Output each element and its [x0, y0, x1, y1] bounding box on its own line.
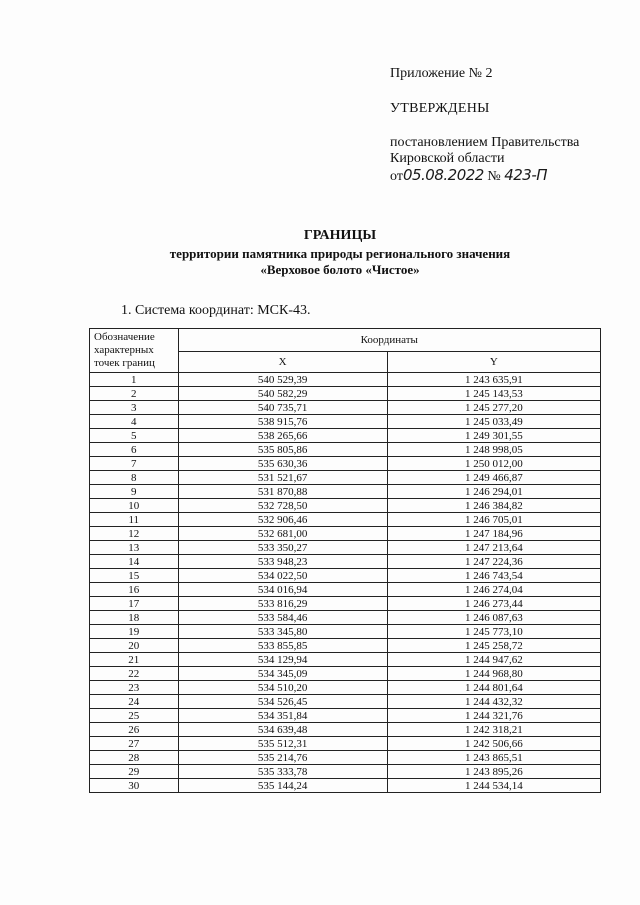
table-row	[90, 415, 601, 429]
x-coordinate: 533 350,27	[178, 541, 387, 555]
x-coordinate: 538 915,76	[178, 415, 387, 429]
table-row	[90, 681, 601, 695]
x-coordinate: 533 855,85	[178, 639, 387, 653]
y-coordinate: 1 242 506,66	[387, 737, 600, 751]
y-coordinate: 1 245 033,49	[387, 415, 600, 429]
y-coordinate: 1 245 277,20	[387, 401, 600, 415]
y-coordinate: 1 245 143,53	[387, 387, 600, 401]
table-row	[90, 653, 601, 667]
x-coordinate: 534 129,94	[178, 653, 387, 667]
y-coordinate: 1 246 384,82	[387, 499, 600, 513]
number-prefix: №	[487, 169, 501, 184]
y-coordinate: 1 249 301,55	[387, 429, 600, 443]
table-row	[90, 513, 601, 527]
x-coordinate: 531 521,67	[178, 471, 387, 485]
y-coordinate: 1 246 087,63	[387, 611, 600, 625]
point-number: 24	[90, 695, 179, 709]
point-number: 25	[90, 709, 179, 723]
decree-text	[390, 135, 630, 185]
coordinate-system-heading: 1. Система координат: МСК-43.	[121, 303, 311, 318]
table-row	[90, 709, 601, 723]
table-row	[90, 499, 601, 513]
x-coordinate: 531 870,88	[178, 485, 387, 499]
point-number: 26	[90, 723, 179, 737]
point-number: 9	[90, 485, 179, 499]
table-row	[90, 611, 601, 625]
handwritten-date: 05.08.2022	[402, 166, 484, 184]
y-coordinate: 1 246 274,04	[387, 583, 600, 597]
point-number: 18	[90, 611, 179, 625]
y-coordinate: 1 244 432,32	[387, 695, 600, 709]
x-coordinate: 532 906,46	[178, 513, 387, 527]
point-number: 19	[90, 625, 179, 639]
point-number: 28	[90, 751, 179, 765]
y-coordinate: 1 243 635,91	[387, 373, 600, 387]
point-number: 3	[90, 401, 179, 415]
point-label-header: Обозначение характерных точек границ	[90, 329, 179, 373]
x-coordinate: 532 728,50	[178, 499, 387, 513]
table-row	[90, 569, 601, 583]
y-coordinate: 1 245 258,72	[387, 639, 600, 653]
y-coordinate: 1 242 318,21	[387, 723, 600, 737]
y-coordinate: 1 244 534,14	[387, 779, 600, 793]
decree-line-2: Кировской области	[390, 151, 505, 166]
x-coordinate: 538 265,66	[178, 429, 387, 443]
table-row	[90, 471, 601, 485]
table-row	[90, 765, 601, 779]
x-coordinate: 535 214,76	[178, 751, 387, 765]
y-coordinate: 1 245 773,10	[387, 625, 600, 639]
table-row	[90, 541, 601, 555]
point-number: 30	[90, 779, 179, 793]
coordinates-body	[90, 373, 601, 793]
table-row	[90, 401, 601, 415]
table-row	[90, 625, 601, 639]
table-row	[90, 373, 601, 387]
point-number: 8	[90, 471, 179, 485]
point-number: 4	[90, 415, 179, 429]
point-number: 14	[90, 555, 179, 569]
y-coordinate: 1 247 224,36	[387, 555, 600, 569]
y-coordinate: 1 248 998,05	[387, 443, 600, 457]
handwritten-number: 423-П	[504, 166, 548, 184]
table-row	[90, 695, 601, 709]
x-coordinate: 532 681,00	[178, 527, 387, 541]
x-coordinate: 534 639,48	[178, 723, 387, 737]
x-coordinate: 535 144,24	[178, 779, 387, 793]
table-row	[90, 737, 601, 751]
coordinates-header: Координаты	[178, 329, 600, 352]
date-prefix: от	[390, 169, 403, 184]
x-coordinate: 540 735,71	[178, 401, 387, 415]
x-coordinate: 534 016,94	[178, 583, 387, 597]
approved-label: УТВЕРЖДЕНЫ	[390, 101, 490, 116]
y-coordinate: 1 244 321,76	[387, 709, 600, 723]
x-coordinate: 540 529,39	[178, 373, 387, 387]
point-number: 5	[90, 429, 179, 443]
x-coordinate: 533 584,46	[178, 611, 387, 625]
table-row	[90, 387, 601, 401]
x-coordinate: 534 526,45	[178, 695, 387, 709]
y-coordinate: 1 249 466,87	[387, 471, 600, 485]
x-coordinate: 540 582,29	[178, 387, 387, 401]
point-number: 21	[90, 653, 179, 667]
x-coordinate: 535 333,78	[178, 765, 387, 779]
decree-line-1: постановлением Правительства	[390, 135, 580, 150]
y-coordinate: 1 243 865,51	[387, 751, 600, 765]
x-coordinate: 534 345,09	[178, 667, 387, 681]
point-number: 13	[90, 541, 179, 555]
point-number: 2	[90, 387, 179, 401]
x-coordinate: 533 948,23	[178, 555, 387, 569]
point-number: 1	[90, 373, 179, 387]
table-row	[90, 555, 601, 569]
x-coordinate: 533 345,80	[178, 625, 387, 639]
table-row	[90, 457, 601, 471]
y-coordinate: 1 244 947,62	[387, 653, 600, 667]
y-coordinate: 1 246 705,01	[387, 513, 600, 527]
point-number: 20	[90, 639, 179, 653]
table-row	[90, 723, 601, 737]
document-subtitle	[60, 246, 620, 278]
x-header: X	[178, 352, 387, 373]
point-number: 15	[90, 569, 179, 583]
point-number: 12	[90, 527, 179, 541]
x-coordinate: 535 512,31	[178, 737, 387, 751]
y-coordinate: 1 247 213,64	[387, 541, 600, 555]
point-number: 17	[90, 597, 179, 611]
subtitle-line-1: территории памятника природы регионального значения	[169, 246, 511, 261]
appendix-label: Приложение № 2	[390, 66, 493, 81]
x-coordinate: 534 022,50	[178, 569, 387, 583]
table-row	[90, 527, 601, 541]
table-row	[90, 485, 601, 499]
x-coordinate: 534 510,20	[178, 681, 387, 695]
document-title: ГРАНИЦЫ	[303, 228, 377, 243]
x-coordinate: 533 816,29	[178, 597, 387, 611]
point-number: 22	[90, 667, 179, 681]
point-number: 10	[90, 499, 179, 513]
subtitle-line-2: «Верховое болото «Чистое»	[260, 262, 420, 277]
point-number: 23	[90, 681, 179, 695]
point-number: 7	[90, 457, 179, 471]
approval-header	[390, 66, 630, 185]
y-coordinate: 1 244 801,64	[387, 681, 600, 695]
y-coordinate: 1 246 273,44	[387, 597, 600, 611]
y-coordinate: 1 247 184,96	[387, 527, 600, 541]
x-coordinate: 535 805,86	[178, 443, 387, 457]
point-number: 16	[90, 583, 179, 597]
table-row	[90, 597, 601, 611]
table-row	[90, 429, 601, 443]
point-number: 29	[90, 765, 179, 779]
coordinates-table	[89, 328, 601, 793]
y-coordinate: 1 246 294,01	[387, 485, 600, 499]
table-row	[90, 443, 601, 457]
table-row	[90, 667, 601, 681]
x-coordinate: 535 630,36	[178, 457, 387, 471]
table-row	[90, 583, 601, 597]
table-row	[90, 779, 601, 793]
table-row	[90, 639, 601, 653]
point-number: 6	[90, 443, 179, 457]
y-coordinate: 1 246 743,54	[387, 569, 600, 583]
x-coordinate: 534 351,84	[178, 709, 387, 723]
y-header: Y	[387, 352, 600, 373]
point-number: 11	[90, 513, 179, 527]
y-coordinate: 1 244 968,80	[387, 667, 600, 681]
date-number-line	[390, 167, 630, 185]
table-row	[90, 751, 601, 765]
y-coordinate: 1 243 895,26	[387, 765, 600, 779]
y-coordinate: 1 250 012,00	[387, 457, 600, 471]
point-number: 27	[90, 737, 179, 751]
